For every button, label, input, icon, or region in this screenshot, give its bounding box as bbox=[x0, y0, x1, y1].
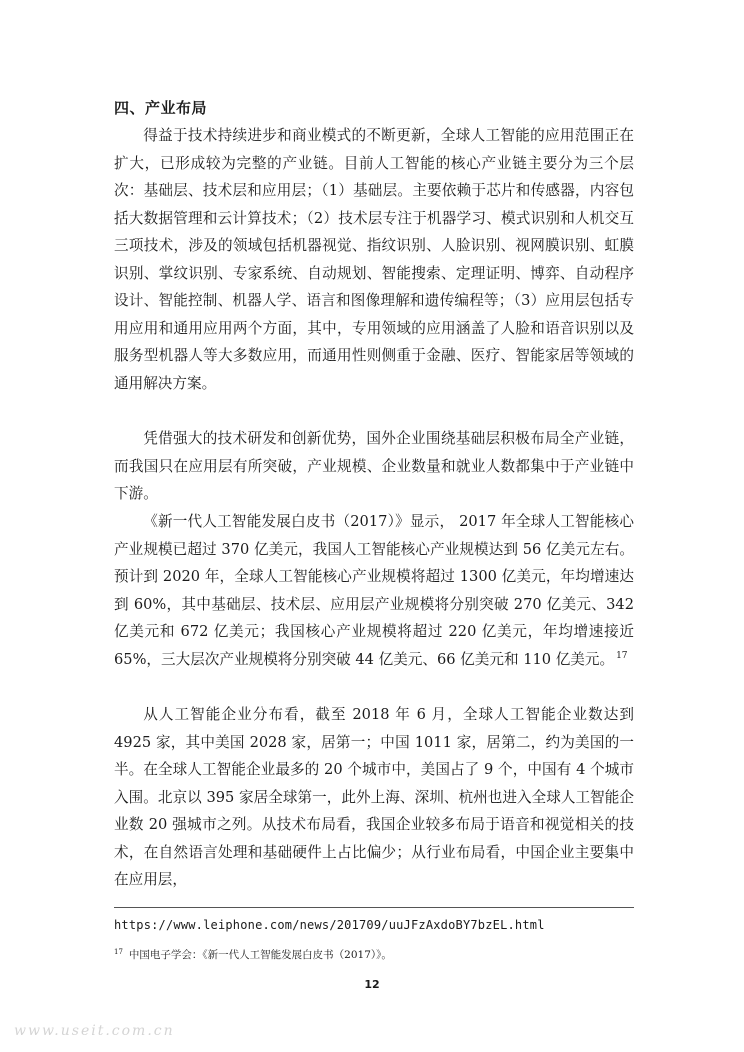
paragraph-text: 《新一代人工智能发展白皮书（2017）》显示， 2017 年全球人工智能核心产业规模已超过 370 亿美元，我国人工智能核心产业规模达到 56 亿美元左右。预计到 2020 年，全球人工智能核心产业规模将超过 1300 亿美元，年均增速达到 60%，其中基础层、技术层、应用层产业规模将分别突破 270 亿美元、342 亿美元和 672 亿美元；我国核心产业规模将超过 220 亿美元，年均增速接近 65%，三大层次产业规模将分别突破 44 亿美元、66 亿美元和 110 亿美元。 bbox=[114, 513, 634, 668]
paragraph-industry-chain bbox=[114, 122, 634, 397]
paragraph-foreign-advantage bbox=[114, 425, 634, 508]
paragraph-text: 得益于技术持续进步和商业模式的不断更新，全球人工智能的应用范围正在扩大，已形成较为完整的产业链。目前人工智能的核心产业链主要分为三个层次：基础层、技术层和应用层；（1）基础层。主要依赖于芯片和传感器，内容包括大数据管理和云计算技术；（2）技术层专注于机器学习、模式识别和人机交互三项技术，涉及的领域包括机器视觉、指纹识别、人脸识别、视网膜识别、虹膜识别、掌纹识别、专家系统、自动规划、智能搜索、定理证明、博弈、自动程序设计、智能控制、机器人学、语言和图像理解和遗传编程等；（3）应用层包括专用应用和通用应用两个方面，其中，专用领域的应用涵盖了人脸和语音识别以及服务型机器人等大多数应用，而通用性则侧重于金融、医疗、智能家居等领域的通用解决方案。 bbox=[114, 127, 634, 392]
footnote-divider bbox=[114, 907, 634, 908]
page-number: 12 bbox=[364, 978, 380, 991]
paragraph-text: 凭借强大的技术研发和创新优势，国外企业围绕基础层积极布局全产业链，而我国只在应用层有所突破，产业规模、企业数量和就业人数都集中于产业链中下游。 bbox=[114, 430, 634, 502]
section-heading: 四、产业布局 bbox=[114, 99, 208, 117]
paragraph-whitepaper bbox=[114, 508, 634, 673]
paragraph-enterprise-distribution bbox=[114, 701, 634, 894]
footnote-reference[interactable]: 17 bbox=[616, 650, 628, 661]
footnote-url[interactable]: https://www.leiphone.com/news/201709/uuJFzAxdoBY7bzEL.html bbox=[114, 918, 545, 932]
footnote-17 bbox=[114, 947, 392, 962]
footnote-text: 中国电子学会：《新一代人工智能发展白皮书（2017）》。 bbox=[128, 949, 392, 961]
paragraph-text: 从人工智能企业分布看，截至 2018 年 6 月，全球人工智能企业数达到 4925 家，其中美国 2028 家，居第一；中国 1011 家，居第二，约为美国的一半。在全球人工智能企业最多的 20 个城市中，美国占了 9 个，中国有 4 个城市入围。北京以 395 家居全球第一，此外上海、深圳、杭州也进入全球人工智能企业数 20 强城市之列。从技术布局看，我国企业较多布局于语音和视觉相关的技术，在自然语言处理和基础硬件上占比偏少；从行业布局看，中国企业主要集中在应用层， bbox=[114, 706, 634, 888]
watermark: www.useit.com.cn bbox=[14, 1023, 175, 1039]
footnote-mark: 17 bbox=[114, 947, 123, 956]
